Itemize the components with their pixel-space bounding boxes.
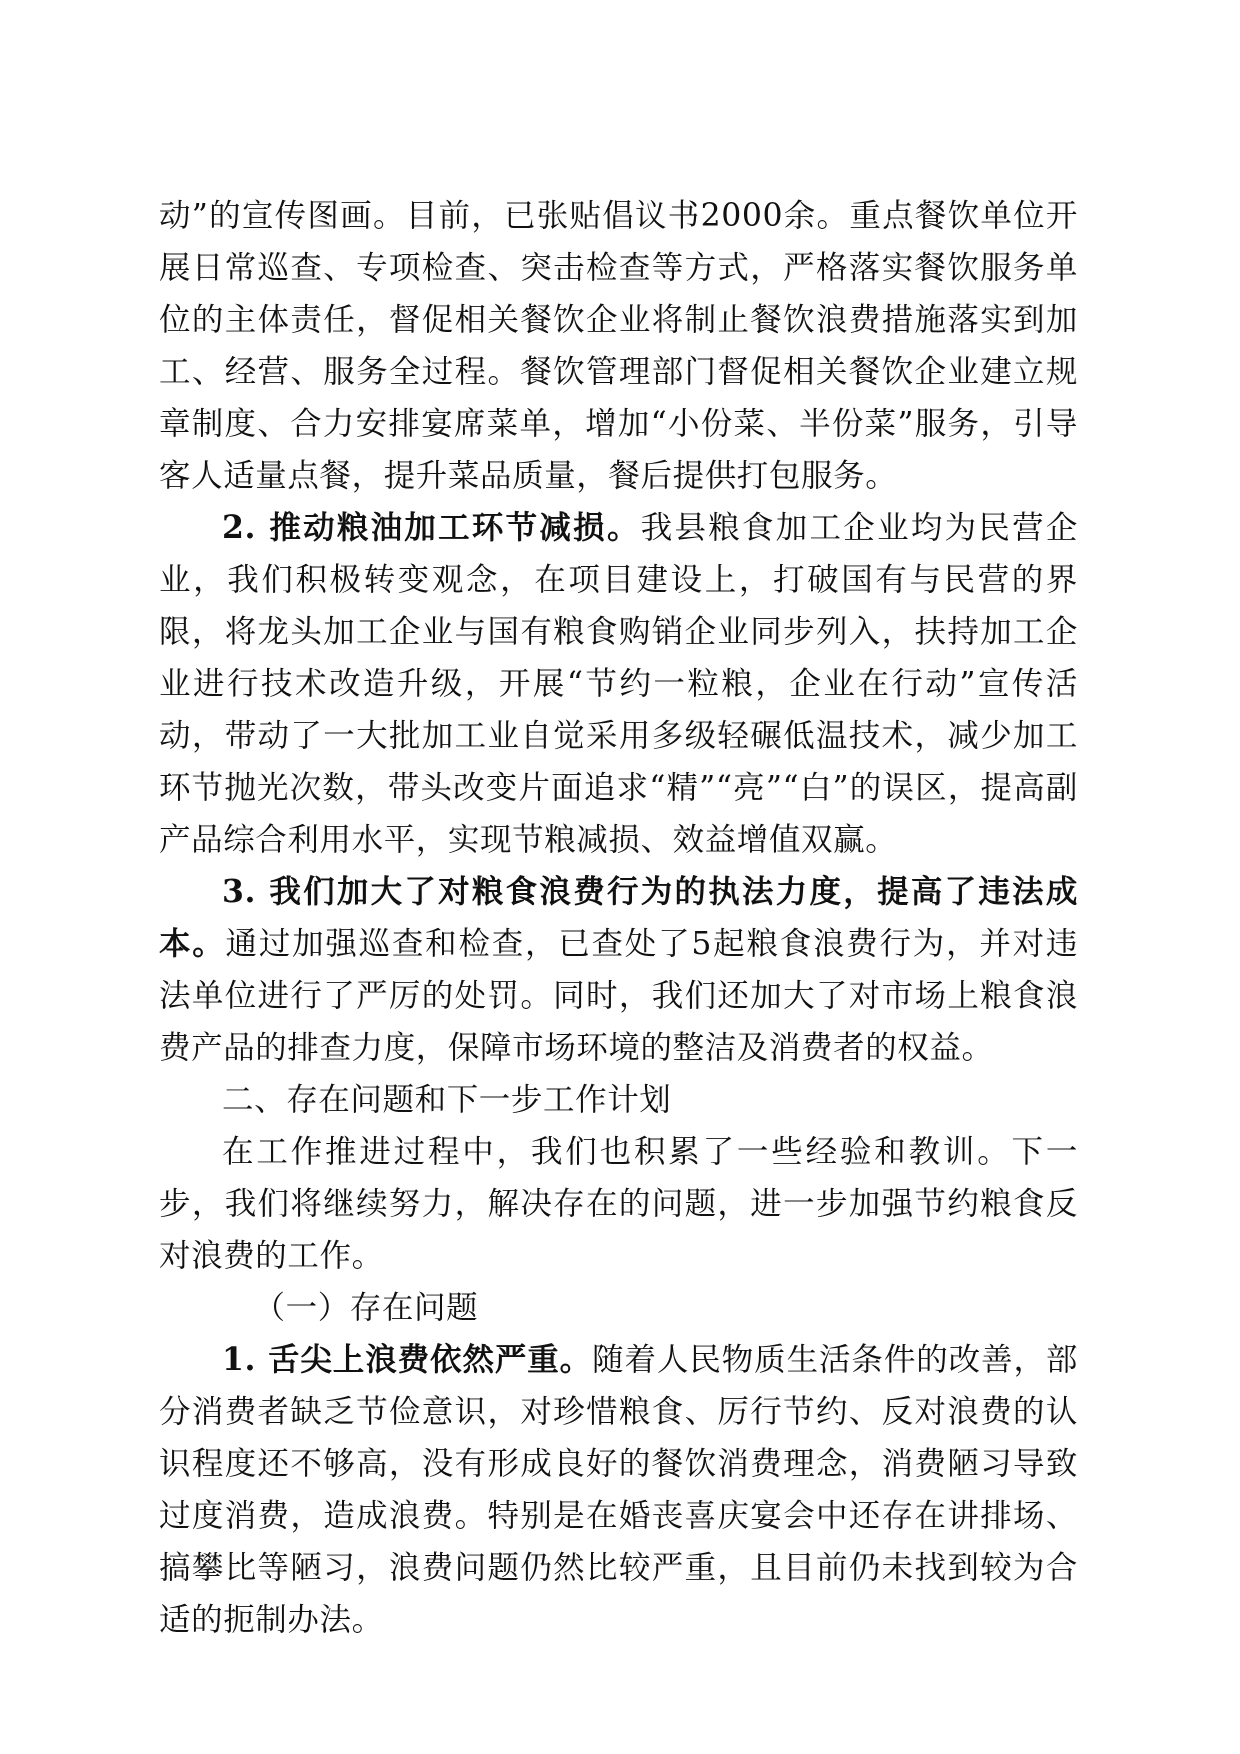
subsection-1-heading: （一）存在问题	[253, 1290, 479, 1326]
problem-1-body: 随着人民物质生活条件的改善，部分消费者缺乏节俭意识，对珍惜粮食、厉行节约、反对浪费的认识程度还不够高，没有形成良好的餐饮消费理念，消费陋习导致过度消费，造成浪费。特别是在婚丧喜庆宴会中还存在讲排场、搞攀比等陋习，浪费问题仍然比较严重，且目前仍未找到较为合适的扼制办法。	[159, 1342, 1078, 1638]
paragraph-item-3	[159, 866, 1078, 1074]
section-2-heading: 二、存在问题和下一步工作计划	[222, 1082, 672, 1118]
section-2-intro: 在工作推进过程中，我们也积累了一些经验和教训。下一步，我们将继续努力，解决存在的问题，进一步加强节约粮食反对浪费的工作。	[159, 1134, 1078, 1274]
item-3-body: 通过加强巡查和检查，已查处了5起粮食浪费行为，并对违法单位进行了严厉的处罚。同时，我们还加大了对市场上粮食浪费产品的排查力度，保障市场环境的整洁及消费者的权益。	[159, 926, 1078, 1066]
paragraph-continuation: 动”的宣传图画。目前，已张贴倡议书2000余。重点餐饮单位开展日常巡查、专项检查、突击检查等方式，严格落实餐饮服务单位的主体责任，督促相关餐饮企业将制止餐饮浪费措施落实到加工、经营、服务全过程。餐饮管理部门督促相关餐饮企业建立规章制度、合力安排宴席菜单，增加“小份菜、半份菜”服务，引导客人适量点餐，提升菜品质量，餐后提供打包服务。	[159, 198, 1078, 494]
paragraph-problem-1	[159, 1334, 1078, 1646]
document-body	[159, 190, 1078, 1646]
item-3-title: 3. 我们加大了对粮食浪费行为的执法力度，提高了违法成本。	[159, 873, 1078, 962]
item-2-body: 我县粮食加工企业均为民营企业，我们积极转变观念，在项目建设上，打破国有与民营的界限，将龙头加工企业与国有粮食购销企业同步列入，扶持加工企业进行技术改造升级，开展“节约一粒粮，企业在行动”宣传活动，带动了一大批加工业自觉采用多级轻碾低温技术，减少加工环节抛光次数，带头改变片面追求“精”“亮”“白”的误区，提高副产品综合利用水平，实现节粮减损、效益增值双赢。	[159, 510, 1078, 858]
item-2-title: 2. 推动粮油加工环节减损。	[222, 509, 641, 546]
paragraph-item-2	[159, 502, 1078, 866]
problem-1-title: 1. 舌尖上浪费依然严重。	[222, 1341, 593, 1378]
